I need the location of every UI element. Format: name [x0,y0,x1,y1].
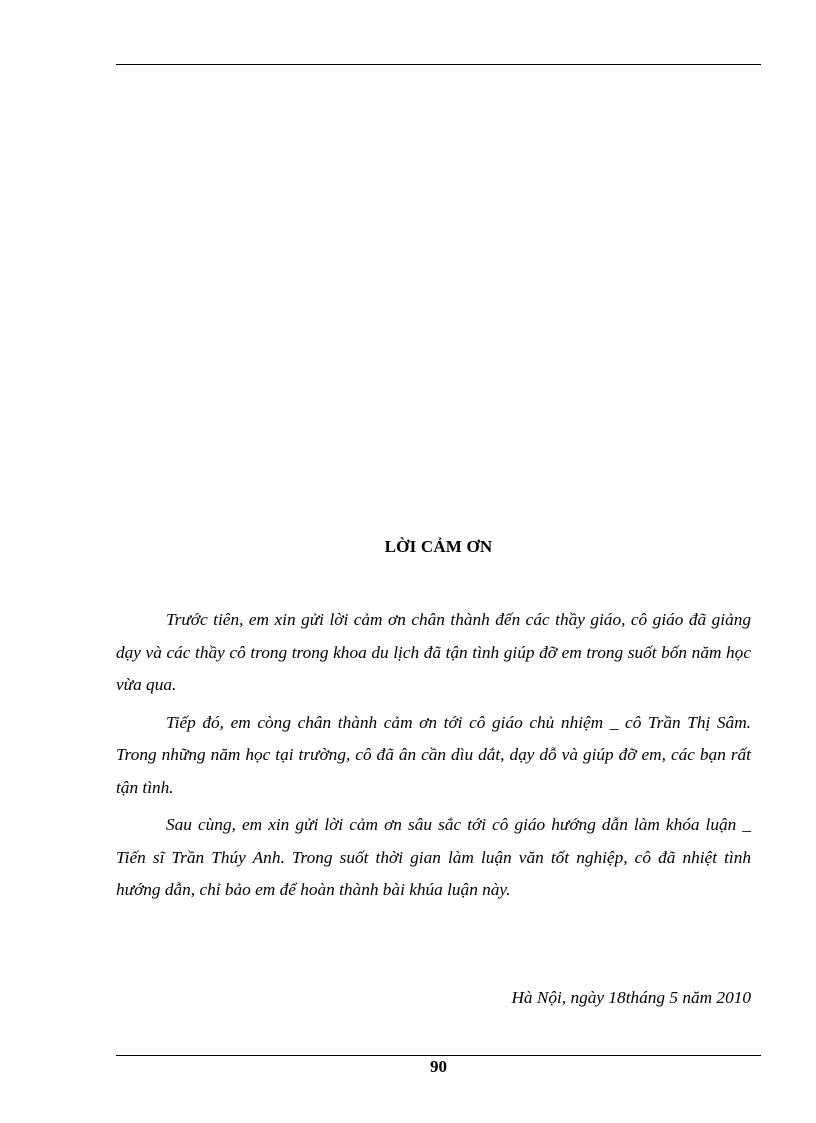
page-number: 90 [430,1057,447,1076]
date-line: Hà Nội, ngày 18tháng 5 năm 2010 [511,988,751,1007]
acknowledgement-body [116,604,751,912]
paragraph-1: Trước tiên, em xin gửi lời cảm ơn chân thành đến các thầy giáo, cô giáo đã giảng dạy và các thầy cô trong trong khoa du lịch đã tận tình giúp đỡ em trong suốt bốn năm học vừa qua. [116,610,751,694]
header-rule [116,64,761,65]
paragraph-3: Sau cùng, em xin gửi lời cảm ơn sâu sắc tới cô giáo hướng dẫn làm khóa luận _ Tiến sĩ Trần Thúy Anh. Trong suốt thời gian làm luận văn tốt nghiệp, cô đã nhiệt tình hướng dẫn, chỉ bảo em để hoàn thành bài khúa luận này. [116,815,751,899]
page-title: LỜI CẢM ƠN [384,537,493,556]
paragraph-2: Tiếp đó, em còng chân thành cảm ơn tới cô giáo chủ nhiệm _ cô Trần Thị Sâm. Trong những năm học tại trường, cô đã ân cần dìu dắt, dạy dỗ và giúp đỡ em, các bạn rất tận tình. [116,712,751,797]
footer-rule [116,1055,761,1056]
